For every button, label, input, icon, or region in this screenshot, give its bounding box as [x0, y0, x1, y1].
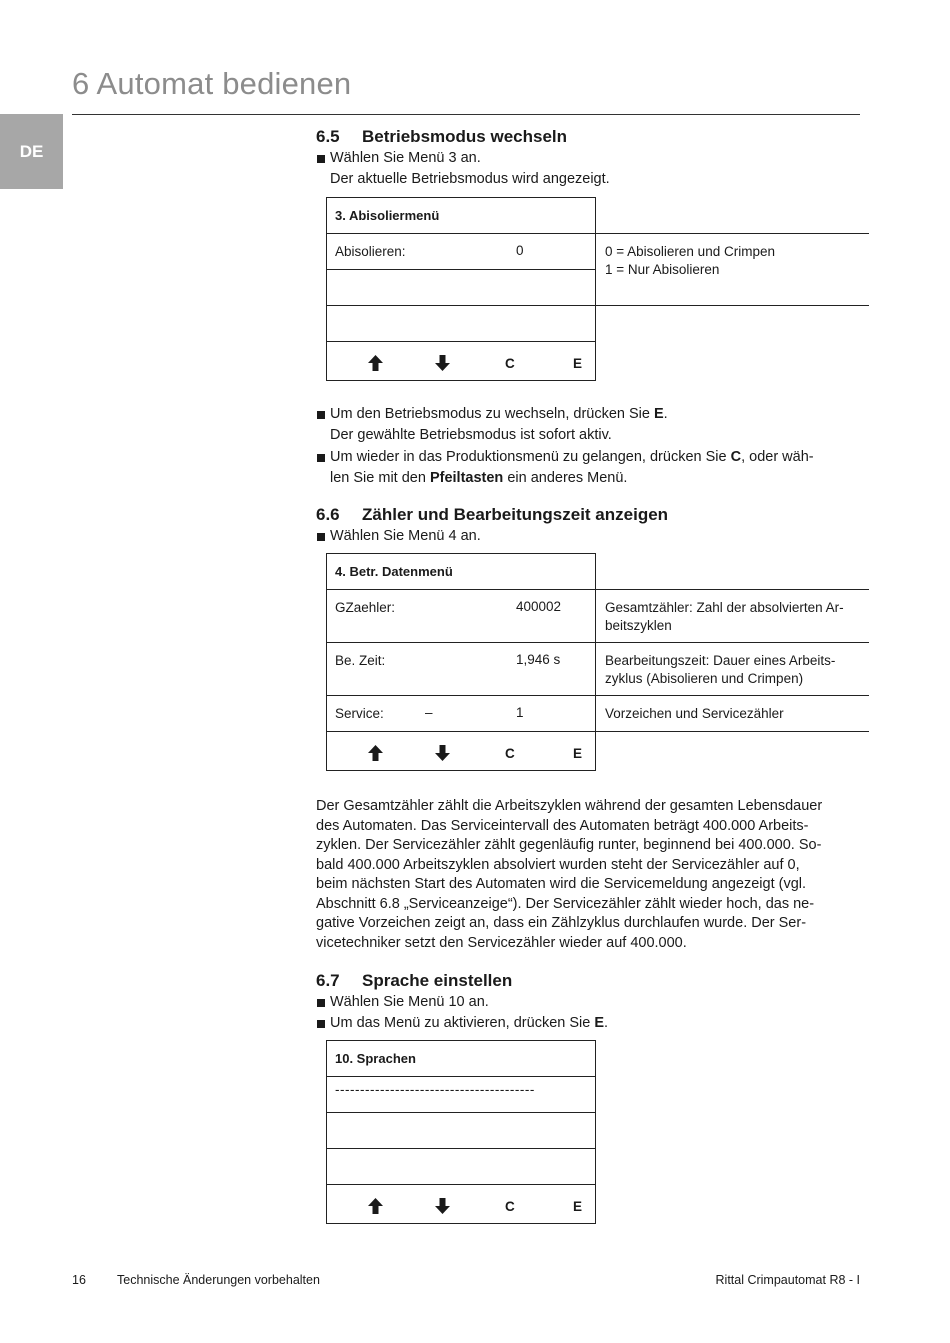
- section-title: Zähler und Bearbeitungszeit anzeigen: [362, 505, 669, 524]
- key-c[interactable]: C: [505, 1199, 515, 1214]
- section-heading: [316, 126, 876, 148]
- field-value: 0: [516, 243, 524, 258]
- field-note: beitszyklen: [605, 618, 672, 633]
- instruction-item: Um den Betriebsmodus zu wechseln, drücken Sie E.: [316, 404, 876, 425]
- arrow-down-icon[interactable]: [435, 745, 451, 761]
- section-number: 6.5: [316, 127, 340, 146]
- menu-header: 4. Betr. Datenmenü: [335, 564, 453, 579]
- field-label: Abisolieren:: [335, 244, 406, 259]
- instruction-item-continued: len Sie mit den Pfeiltasten ein anderes Menü.: [330, 469, 628, 486]
- footer-product: Rittal Crimpautomat R8 - I: [715, 1273, 860, 1287]
- paragraph-line: vicetechniker setzt den Servicezähler wieder auf 400.000.: [316, 934, 687, 951]
- paragraph-line: Abschnitt 6.8 „Serviceanzeige“). Der Servicezähler zählt wieder hoch, das ne-: [316, 895, 815, 912]
- arrow-down-icon[interactable]: [435, 355, 451, 371]
- paragraph-line: beim nächsten Start des Automaten wird die Servicemeldung angezeigt (vgl.: [316, 876, 807, 892]
- section-6-7: [316, 970, 876, 1035]
- field-note: Gesamtzähler: Zahl der absolvierten Ar-: [605, 600, 844, 615]
- language-tab: DE: [0, 114, 63, 189]
- instruction-item: Um das Menü zu aktivieren, drücken Sie E.: [316, 1013, 876, 1034]
- instruction-result: Der aktuelle Betriebsmodus wird angezeigt.: [330, 171, 610, 188]
- instruction-result: Der gewählte Betriebsmodus ist sofort aktiv.: [330, 427, 612, 444]
- field-sign: –: [425, 705, 433, 720]
- arrow-up-icon[interactable]: [368, 745, 384, 761]
- field-label: GZaehler:: [335, 600, 396, 615]
- key-c[interactable]: C: [505, 356, 515, 371]
- paragraph-line: gative Vorzeichen zeigt an, dass ein Zählzyklus durchlaufen wurde. Der Ser-: [316, 915, 807, 931]
- section-6-5: [316, 126, 876, 191]
- page-number: 16: [72, 1273, 86, 1287]
- field-note: 1 = Nur Abisolieren: [605, 262, 720, 277]
- arrow-up-icon[interactable]: [368, 355, 384, 371]
- section-6-6: [316, 504, 876, 547]
- field-value: 400002: [516, 599, 562, 614]
- key-c[interactable]: C: [505, 746, 515, 761]
- key-e[interactable]: E: [573, 356, 583, 371]
- key-e[interactable]: E: [573, 1199, 583, 1214]
- field-value: 1: [516, 705, 524, 720]
- field-note: zyklus (Abisolieren und Crimpen): [605, 671, 804, 686]
- arrow-up-icon[interactable]: [368, 1198, 384, 1214]
- paragraph-line: des Automaten. Das Serviceintervall des Automaten beträgt 400.000 Arbeits-: [316, 817, 809, 834]
- field-note: Bearbeitungszeit: Dauer eines Arbeits-: [605, 653, 836, 668]
- instruction-item: Wählen Sie Menü 10 an.: [316, 992, 876, 1013]
- field-note: 0 = Abisolieren und Crimpen: [605, 244, 775, 259]
- section-title: Sprache einstellen: [362, 971, 513, 990]
- field-note: Vorzeichen und Servicezähler: [605, 706, 784, 721]
- section-6-5-steps: [316, 404, 876, 489]
- chapter-title: 6 Automat bedienen: [72, 66, 352, 101]
- menu-header: 10. Sprachen: [335, 1051, 416, 1066]
- field-label: Be. Zeit:: [335, 653, 386, 668]
- section-title: Betriebsmodus wechseln: [362, 127, 568, 146]
- language-placeholder: ----------------------------------------: [335, 1082, 535, 1097]
- section-heading: [316, 970, 876, 992]
- section-number: 6.6: [316, 505, 340, 524]
- menu-screen-3: [326, 197, 869, 381]
- menu-screen-10: [326, 1040, 869, 1224]
- section-heading: [316, 504, 876, 526]
- header-rule: [72, 114, 860, 115]
- paragraph-line: bald 400.000 Arbeitszyklen absolviert wurden steht der Servicezähler auf 0,: [316, 856, 800, 873]
- footer-note: Technische Änderungen vorbehalten: [117, 1273, 320, 1287]
- field-value: 1,946 s: [516, 652, 561, 667]
- instruction-item: Wählen Sie Menü 3 an.: [316, 148, 876, 169]
- instruction-item: Um wieder in das Produktionsmenü zu gelangen, drücken Sie C, oder wäh-: [316, 447, 876, 468]
- menu-header: 3. Abisoliermenü: [335, 208, 440, 223]
- menu-screen-4: [326, 553, 869, 771]
- key-e[interactable]: E: [573, 746, 583, 761]
- body-paragraph: [316, 797, 876, 953]
- paragraph-line: Der Gesamtzähler zählt die Arbeitszyklen während der gesamten Lebensdauer: [316, 798, 823, 814]
- instruction-item: Wählen Sie Menü 4 an.: [316, 526, 876, 547]
- field-label: Service:: [335, 706, 384, 721]
- section-number: 6.7: [316, 971, 340, 990]
- arrow-down-icon[interactable]: [435, 1198, 451, 1214]
- paragraph-line: zyklen. Der Servicezähler zählt gegenläufig runter, beginnend bei 400.000. So-: [316, 837, 822, 853]
